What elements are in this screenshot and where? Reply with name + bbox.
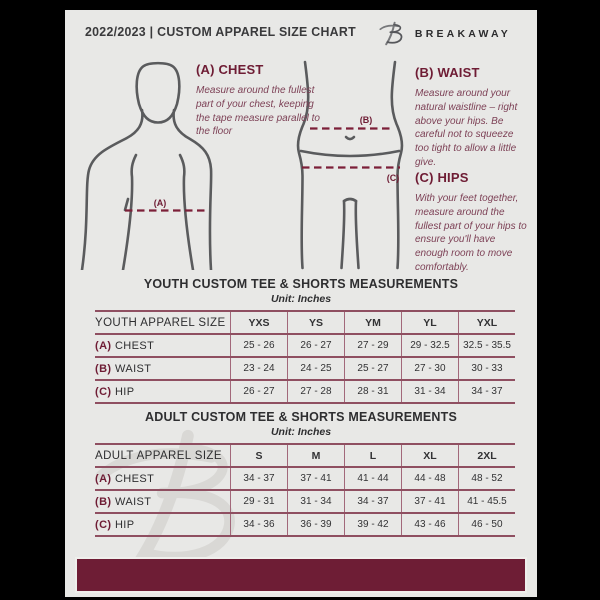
measurement-value: 32.5 - 35.5 (459, 334, 516, 357)
adult-size-table (95, 443, 510, 537)
brand-name: BREAKAWAY (414, 27, 511, 40)
row-label-prefix: (A) (95, 339, 112, 352)
row-label-prefix: (C) (95, 518, 112, 531)
row-label-prefix: (A) (95, 472, 112, 485)
right-inner-arm-outline (180, 155, 193, 270)
measurement-value: 48 - 52 (459, 467, 516, 490)
row-label-cell (95, 513, 231, 536)
measurement-value: 46 - 50 (459, 513, 516, 536)
row-label: CHEST (114, 339, 155, 352)
instruction-waist-text: Measure around your natural waistline – right above your hips. Be careful not to squeeze too tight to allow a little give. (415, 88, 518, 168)
adult-table-unit: Unit: Inches (270, 426, 332, 438)
measurement-value: 34 - 37 (345, 490, 402, 513)
measurement-value: 34 - 37 (231, 467, 288, 490)
upper-body-figure (73, 58, 213, 270)
measurement-value: 36 - 39 (288, 513, 345, 536)
measurement-value: 44 - 48 (402, 467, 459, 490)
instruction-hips-title: (C) HIPS (415, 170, 469, 185)
size-column-header: YXS (231, 311, 288, 334)
youth-table-title: YOUTH CUSTOM TEE & SHORTS MEASUREMENTS (143, 277, 459, 291)
measurement-value: 30 - 33 (459, 357, 516, 380)
right-hip-leg-outline (392, 62, 402, 268)
instruction-hips-text: With your feet together, measure around the fullest part of your hips to ensure you'll have enough room to move comfortably. (415, 193, 527, 273)
table-row (95, 334, 515, 357)
row-label-cell (95, 490, 231, 513)
size-column-header: XL (402, 444, 459, 467)
instruction-hips (415, 170, 528, 275)
instruction-chest-title: (A) CHEST (196, 62, 264, 77)
row-label: CHEST (114, 472, 155, 485)
measurement-value: 34 - 37 (459, 380, 516, 403)
measurement-value: 27 - 30 (402, 357, 459, 380)
measurement-value: 24 - 25 (288, 357, 345, 380)
measurement-value: 37 - 41 (288, 467, 345, 490)
row-label-cell (95, 357, 231, 380)
row-label: WAIST (114, 495, 152, 508)
measurement-value: 26 - 27 (231, 380, 288, 403)
measurement-value: 31 - 34 (402, 380, 459, 403)
size-table (95, 443, 515, 537)
size-column-header: 2XL (459, 444, 516, 467)
size-column-header: YS (288, 311, 345, 334)
measurement-value: 34 - 36 (231, 513, 288, 536)
armpit-crease (125, 199, 128, 210)
row-label-prefix: (B) (95, 362, 112, 375)
measurement-value: 29 - 31 (231, 490, 288, 513)
row-label: HIP (114, 518, 135, 531)
size-column-header: YM (345, 311, 402, 334)
instruction-waist (415, 65, 523, 170)
left-inner-arm-outline (123, 155, 136, 270)
row-label-prefix: (C) (95, 385, 112, 398)
breakaway-logo-icon (378, 20, 408, 47)
page-title: 2022/2023 | CUSTOM APPAREL SIZE CHART (85, 24, 356, 39)
measurement-value: 25 - 27 (345, 357, 402, 380)
row-label-cell (95, 467, 231, 490)
size-column-header: L (345, 444, 402, 467)
measurement-value: 39 - 42 (345, 513, 402, 536)
size-column-header: S (231, 444, 288, 467)
row-label-cell (95, 380, 231, 403)
table-row (95, 357, 515, 380)
table-row (95, 513, 515, 536)
youth-table-unit: Unit: Inches (270, 293, 332, 305)
measurement-value: 43 - 46 (402, 513, 459, 536)
size-header-cell: ADULT APPAREL SIZE (95, 449, 222, 462)
row-label: WAIST (114, 362, 152, 375)
chest-line-label: (A) (153, 198, 167, 208)
measurement-value: 29 - 32.5 (402, 334, 459, 357)
navel-mark (346, 137, 354, 139)
waist-line-label: (B) (359, 115, 373, 125)
size-table (95, 310, 515, 404)
instruction-chest-text: Measure around the fullest part of your chest, keeping the tape measure parallel to the floor (196, 85, 320, 138)
table-row (95, 467, 515, 490)
size-column-header: YXL (459, 311, 516, 334)
measurement-value: 27 - 28 (288, 380, 345, 403)
adult-table-title: ADULT CUSTOM TEE & SHORTS MEASUREMENTS (144, 410, 457, 424)
footer-bar (75, 557, 527, 593)
hips-line-label: (C) (386, 173, 400, 183)
row-label-prefix: (B) (95, 495, 112, 508)
measurement-value: 37 - 41 (402, 490, 459, 513)
left-inner-leg-outline (342, 201, 345, 268)
crotch-curve (344, 199, 356, 201)
measurement-value: 41 - 45.5 (459, 490, 516, 513)
measurement-value: 27 - 29 (345, 334, 402, 357)
measurement-value: 26 - 27 (288, 334, 345, 357)
waistband-curve (301, 151, 399, 156)
right-inner-leg-outline (356, 201, 359, 268)
size-chart-page (65, 10, 537, 597)
measurement-value: 28 - 31 (345, 380, 402, 403)
youth-size-table (95, 310, 510, 404)
instruction-waist-title: (B) WAIST (415, 65, 480, 80)
table-header-row (95, 444, 515, 467)
brand-lockup (378, 20, 511, 47)
size-column-header: YL (402, 311, 459, 334)
measurement-value: 31 - 34 (288, 490, 345, 513)
left-shoulder-arm-outline (82, 110, 142, 270)
row-label: HIP (114, 385, 135, 398)
table-header-row (95, 311, 515, 334)
table-row (95, 490, 515, 513)
size-header-cell: YOUTH APPAREL SIZE (95, 316, 226, 329)
measurement-value: 41 - 44 (345, 467, 402, 490)
instruction-chest (196, 62, 324, 139)
size-column-header: M (288, 444, 345, 467)
row-label-cell (95, 334, 231, 357)
measurement-value: 23 - 24 (231, 357, 288, 380)
table-row (95, 380, 515, 403)
measurement-value: 25 - 26 (231, 334, 288, 357)
